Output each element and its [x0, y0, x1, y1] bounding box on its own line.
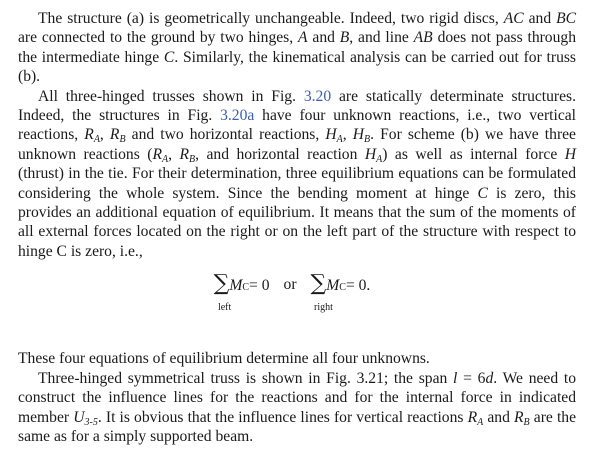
- text-run: All three-hinged trusses shown in Fig.: [38, 87, 304, 105]
- equation-rhs: = 0.: [345, 277, 371, 295]
- symbol-hb: [352, 126, 371, 146]
- text-run: is zero, this provides an additional equation of equilibrium. It means that the sum of the moments of all external forces located on the right or on the left part of the structure with respect to hinge C is zero, i.e.,: [18, 184, 576, 260]
- symbol-ra: [468, 409, 484, 426]
- text-run: and: [483, 408, 515, 426]
- figure-link-3-20a[interactable]: 3.20a: [220, 107, 255, 125]
- summation-symbol: ∑: [310, 271, 327, 297]
- symbol-ra: [152, 146, 168, 163]
- sum-left: [214, 273, 270, 313]
- equation-rhs: = 0: [249, 277, 270, 295]
- text-run: and: [523, 10, 557, 27]
- symbol-rb: [514, 409, 530, 426]
- symbol-letter: R: [514, 408, 524, 426]
- subscript: A: [336, 134, 343, 146]
- symbol-letter: R: [179, 145, 190, 163]
- summation-symbol: ∑: [213, 271, 230, 297]
- symbol-a: A: [298, 29, 308, 47]
- symbol-letter: H: [364, 145, 377, 163]
- symbol-ab: AB: [413, 29, 433, 47]
- text-run: ) as well as internal force: [382, 145, 565, 163]
- subscript: A: [162, 153, 169, 165]
- paragraph-kinematic-analysis: [18, 9, 576, 87]
- text-run: and two horizontal reactions,: [125, 126, 326, 144]
- symbol-rb: [179, 146, 195, 163]
- text-run: have four unknown reactions, i.e., two vertical reactions,: [18, 107, 576, 144]
- paragraph-statically-determinate: [18, 87, 576, 262]
- sum-limit-label: right: [313, 301, 333, 313]
- text-run: are connected to the ground by two hinges,: [18, 29, 299, 47]
- paragraph-symmetrical-truss: [18, 369, 576, 447]
- text-run: These four equations of equilibrium determine all four unknowns.: [18, 350, 430, 368]
- text-run: = 6: [457, 369, 486, 387]
- subscript: B: [189, 153, 196, 165]
- symbol-bc: BC: [556, 10, 577, 27]
- symbol-ac: AC: [503, 10, 524, 27]
- symbol-c: C: [477, 184, 488, 202]
- symbol-letter: H: [325, 126, 337, 144]
- sum-expression: ∑ M C = 0.: [310, 271, 371, 297]
- text-run: ,: [99, 126, 110, 144]
- text-run: , and line: [349, 29, 414, 47]
- symbol-m: M: [229, 277, 243, 295]
- text-run: ,: [342, 126, 353, 144]
- sum-expression: ∑ M C = 0: [213, 271, 270, 297]
- sum-right: [311, 273, 371, 313]
- symbol-letter: R: [84, 126, 94, 144]
- symbol-h: H: [564, 145, 576, 163]
- text-run: . We need to construct the influence lines for the reactions and for the internal force in indicated member: [18, 369, 576, 426]
- subscript: B: [119, 134, 126, 146]
- text-run: are statically determinate structures. Indeed, the structures in Fig.: [18, 87, 576, 125]
- text-run: , and horizontal reaction: [195, 145, 365, 163]
- text-run: The structure (a) is geometrically unchangeable. Indeed, two rigid discs,: [38, 10, 504, 27]
- text-run: Three-hinged symmetrical truss is shown in Fig. 3.21; the span: [38, 369, 454, 387]
- symbol-ra: [84, 126, 100, 146]
- symbol-ha: [365, 146, 382, 163]
- symbol-b: B: [339, 29, 350, 47]
- symbol-ha: [325, 126, 343, 146]
- symbol-d: d: [485, 369, 494, 387]
- symbol-u35: [73, 409, 98, 426]
- symbol-c: C: [163, 48, 175, 66]
- text-run: . Similarly, the kinematical analysis can be carried out for truss (b).: [18, 48, 576, 86]
- subscript: A: [93, 134, 100, 146]
- symbol-letter: R: [467, 408, 478, 426]
- equilibrium-equation: [18, 273, 576, 323]
- subscript: 3-5: [84, 416, 98, 428]
- symbol-l: l: [453, 369, 458, 387]
- subscript: B: [523, 416, 530, 428]
- text-run: does not pass through the intermediate hinge: [18, 29, 576, 66]
- text-run: ,: [168, 145, 180, 163]
- text-run: . It is obvious that the influence lines for vertical reactions: [97, 408, 468, 426]
- figure-link-3-20[interactable]: 3.20: [303, 87, 332, 105]
- symbol-rb: [109, 126, 126, 146]
- subscript: A: [376, 153, 383, 165]
- text-run: (thrust) in the tie. For their determination, three equilibrium equations can be formulated considering the whole system. Since the bending moment at hinge: [18, 165, 576, 202]
- subscript: A: [477, 416, 484, 428]
- paragraph-four-equations: [18, 349, 576, 368]
- text-run: . For scheme (b) we have three unknown reactions (: [18, 126, 576, 163]
- symbol-letter: U: [73, 408, 85, 426]
- text-run: and: [307, 29, 340, 47]
- equation-connector: or: [283, 276, 297, 294]
- symbol-letter: H: [352, 126, 364, 144]
- sum-limit-label: left: [217, 301, 232, 313]
- symbol-letter: R: [152, 145, 162, 163]
- symbol-letter: R: [109, 126, 120, 144]
- text-run: are the same as for a simply supported beam.: [18, 408, 576, 445]
- subscript: B: [364, 134, 371, 146]
- symbol-m: M: [326, 277, 340, 295]
